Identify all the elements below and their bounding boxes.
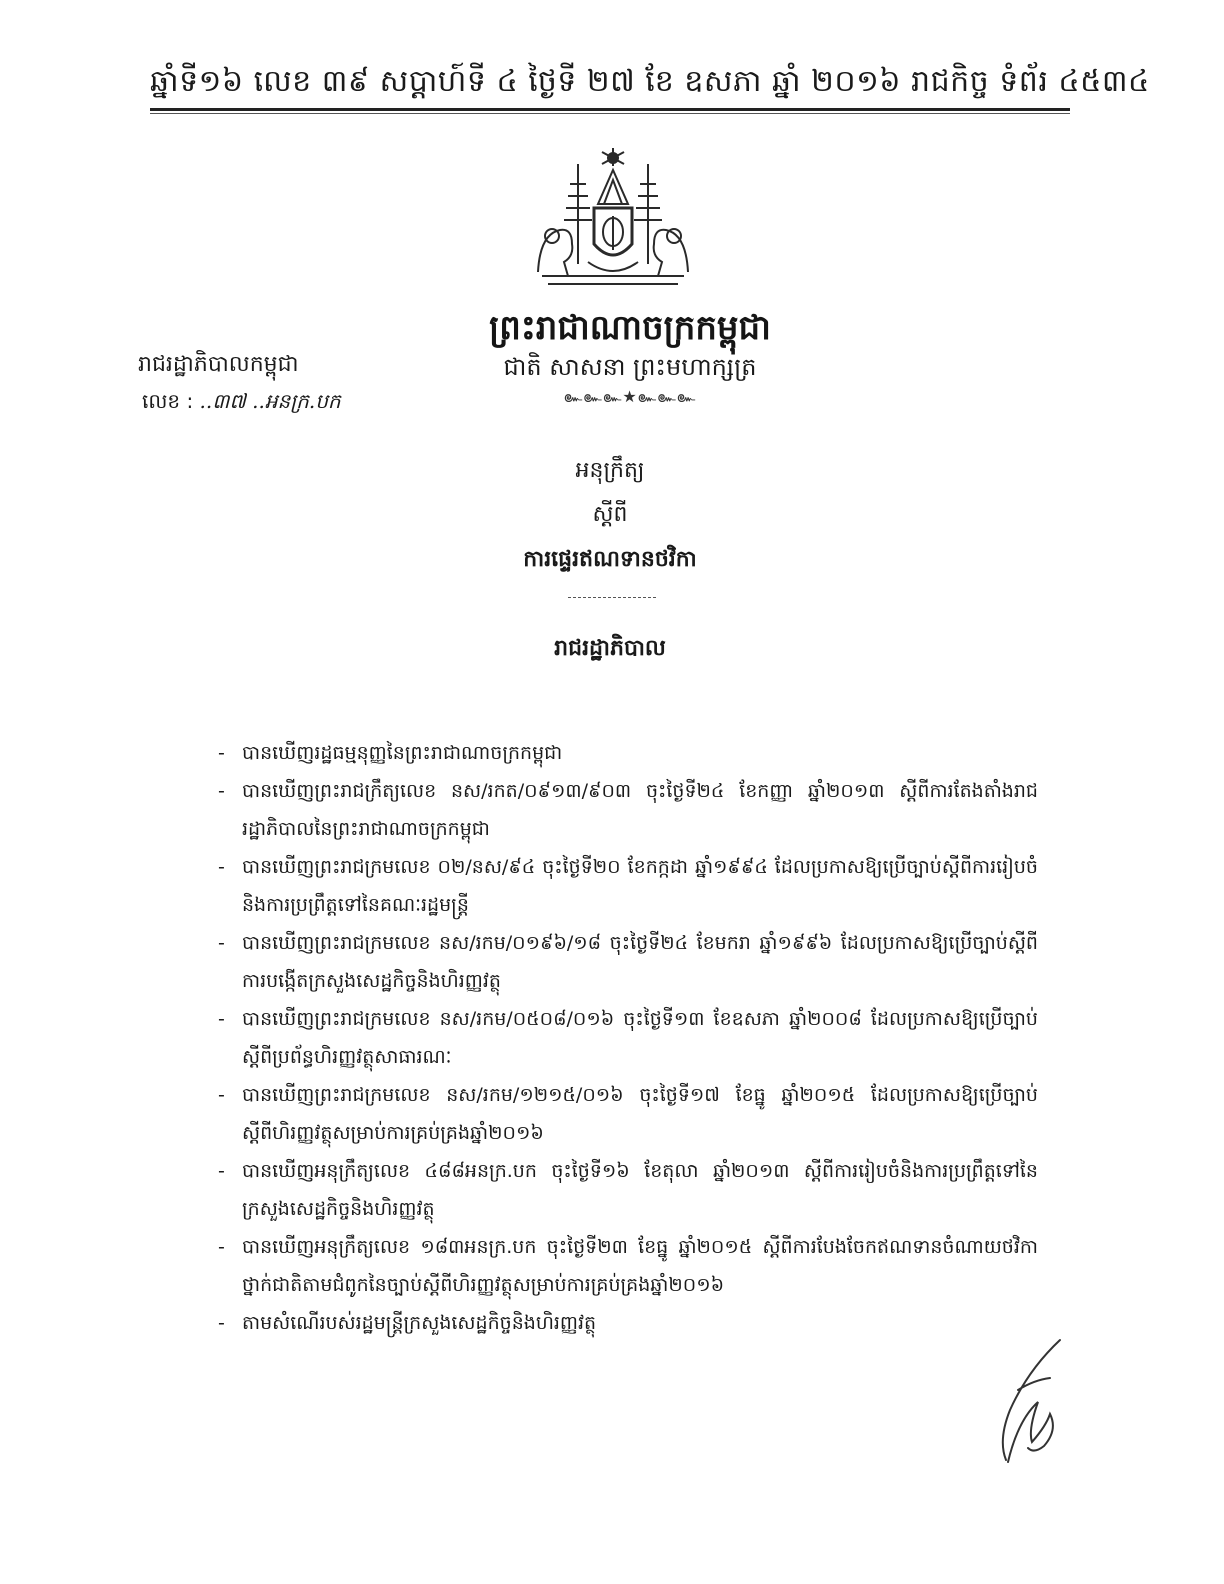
national-motto: ជាតិ សាសនា ព្រះមហាក្សត្រ [503, 353, 757, 381]
bullet-dash: - [218, 856, 225, 878]
list-item [218, 1152, 1038, 1228]
gazette-header: ឆ្នាំទី១៦ លេខ ៣៩ សប្តាហ៍ទី ៤ ថ្ងៃទី ២៧ ខែ ឧសភា ឆ្នាំ ២០១៦ រាជកិច្ច ទំព័រ ៤៥៣៤ [150, 64, 1150, 99]
handwritten-signature-icon [988, 1330, 1078, 1470]
document-about: ស្តីពី [592, 502, 628, 527]
bullet-dash: - [218, 1160, 225, 1182]
list-item [218, 924, 1038, 1000]
issuing-government: រាជរដ្ឋាភិបាលកម្ពុជា [138, 352, 299, 377]
bullet-dash: - [218, 932, 225, 954]
recital-text: តាមសំណើរបស់រដ្ឋមន្ត្រីក្រសួងសេដ្ឋកិច្ចនិងហិរញ្ញវត្ថុ [242, 1312, 597, 1334]
document-issuer: រាជរដ្ឋាភិបាល [554, 636, 666, 661]
list-item [218, 1304, 1038, 1342]
recital-text: បានឃើញព្រះរាជក្រមលេខ នស/រកម/០១៩៦/១៨ ចុះថ្ងៃទី២៤ ខែមករា ឆ្នាំ១៩៩៦ ដែលប្រកាសឱ្យប្រើច្បាប់ស្តីពីការបង្កើតក្រសួងសេដ្ឋកិច្ចនិងហិរញ្ញវត្ថុ [242, 932, 1038, 992]
recital-text: បានឃើញអនុក្រឹត្យលេខ ៤៨៨អនក្រ.បក ចុះថ្ងៃទី១៦ ខែតុលា ឆ្នាំ២០១៣ ស្តីពីការរៀបចំនិងការប្រព្រឹត្តទៅនៃក្រសួងសេដ្ឋកិច្ចនិងហិរញ្ញវត្ថុ [242, 1160, 1038, 1220]
recital-text: បានឃើញព្រះរាជក្រមលេខ នស/រកម/១២១៥/០១៦ ចុះថ្ងៃទី១៧ ខែធ្នូ ឆ្នាំ២០១៥ ដែលប្រកាសឱ្យប្រើច្បាប់ស្តីពីហិរញ្ញវត្ថុសម្រាប់ការគ្រប់គ្រងឆ្នាំ២០១៦ [242, 1084, 1038, 1144]
motto-ornament: ๛๛๛★๛๛๛ [563, 387, 697, 406]
bullet-dash: - [218, 1236, 225, 1258]
reference-value: ..៣៧ ..អនក្រ.បក [199, 389, 341, 413]
document-subject: ការផ្ទេរឥណទានថវិកា [523, 547, 697, 572]
royal-coat-of-arms-icon [528, 144, 698, 294]
kingdom-name: ព្រះរាជាណាចក្រកម្ពុជា [489, 308, 771, 348]
recital-text: បានឃើញអនុក្រឹត្យលេខ ១៨៣អនក្រ.បក ចុះថ្ងៃទី២៣ ខែធ្នូ ឆ្នាំ២០១៥ ស្តីពីការបែងចែកឥណទានចំណាយថវិកាថ្នាក់ជាតិតាមជំពូកនៃច្បាប់ស្តីពីហិរញ្ញវត្ថុសម្រាប់ការគ្រប់គ្រងឆ្នាំ២០១៦ [242, 1236, 1038, 1296]
bullet-dash: - [218, 1008, 225, 1030]
list-item [218, 848, 1038, 924]
list-item [218, 1076, 1038, 1152]
recital-text: បានឃើញព្រះរាជក្រឹត្យលេខ នស/រកត/០៩១៣/៩០៣ ចុះថ្ងៃទី២៤ ខែកញ្ញា ឆ្នាំ២០១៣ ស្តីពីការតែងតាំងរាជរដ្ឋាភិបាលនៃព្រះរាជាណាចក្រកម្ពុជា [242, 780, 1038, 840]
header-rule-thin [150, 113, 1070, 114]
title-divider [568, 597, 656, 598]
header-rule [150, 108, 1070, 111]
list-item [218, 734, 1038, 772]
recital-text: បានឃើញរដ្ឋធម្មនុញ្ញនៃព្រះរាជាណាចក្រកម្ពុជា [242, 742, 563, 764]
list-item [218, 1000, 1038, 1076]
bullet-dash: - [218, 1312, 225, 1334]
document-type: អនុក្រឹត្យ [575, 458, 645, 483]
bullet-dash: - [218, 780, 225, 802]
reference-label: លេខ : [142, 389, 194, 413]
list-item [218, 1228, 1038, 1304]
list-item [218, 772, 1038, 848]
reference-number [142, 388, 341, 418]
recital-text: បានឃើញព្រះរាជក្រមលេខ នស/រកម/០៥០៨/០១៦ ចុះថ្ងៃទី១៣ ខែឧសភា ឆ្នាំ២០០៨ ដែលប្រកាសឱ្យប្រើច្បាប់ស្តីពីប្រព័ន្ធហិរញ្ញវត្ថុសាធារណៈ [242, 1008, 1038, 1068]
recitals-list [218, 734, 1038, 1342]
bullet-dash: - [218, 1084, 225, 1106]
bullet-dash: - [218, 742, 225, 764]
recital-text: បានឃើញព្រះរាជក្រមលេខ ០២/នស/៩៤ ចុះថ្ងៃទី២០ ខែកក្កដា ឆ្នាំ១៩៩៤ ដែលប្រកាសឱ្យប្រើច្បាប់ស្តីពីការរៀបចំនិងការប្រព្រឹត្តទៅនៃគណៈរដ្ឋមន្ត្រី [242, 856, 1038, 916]
